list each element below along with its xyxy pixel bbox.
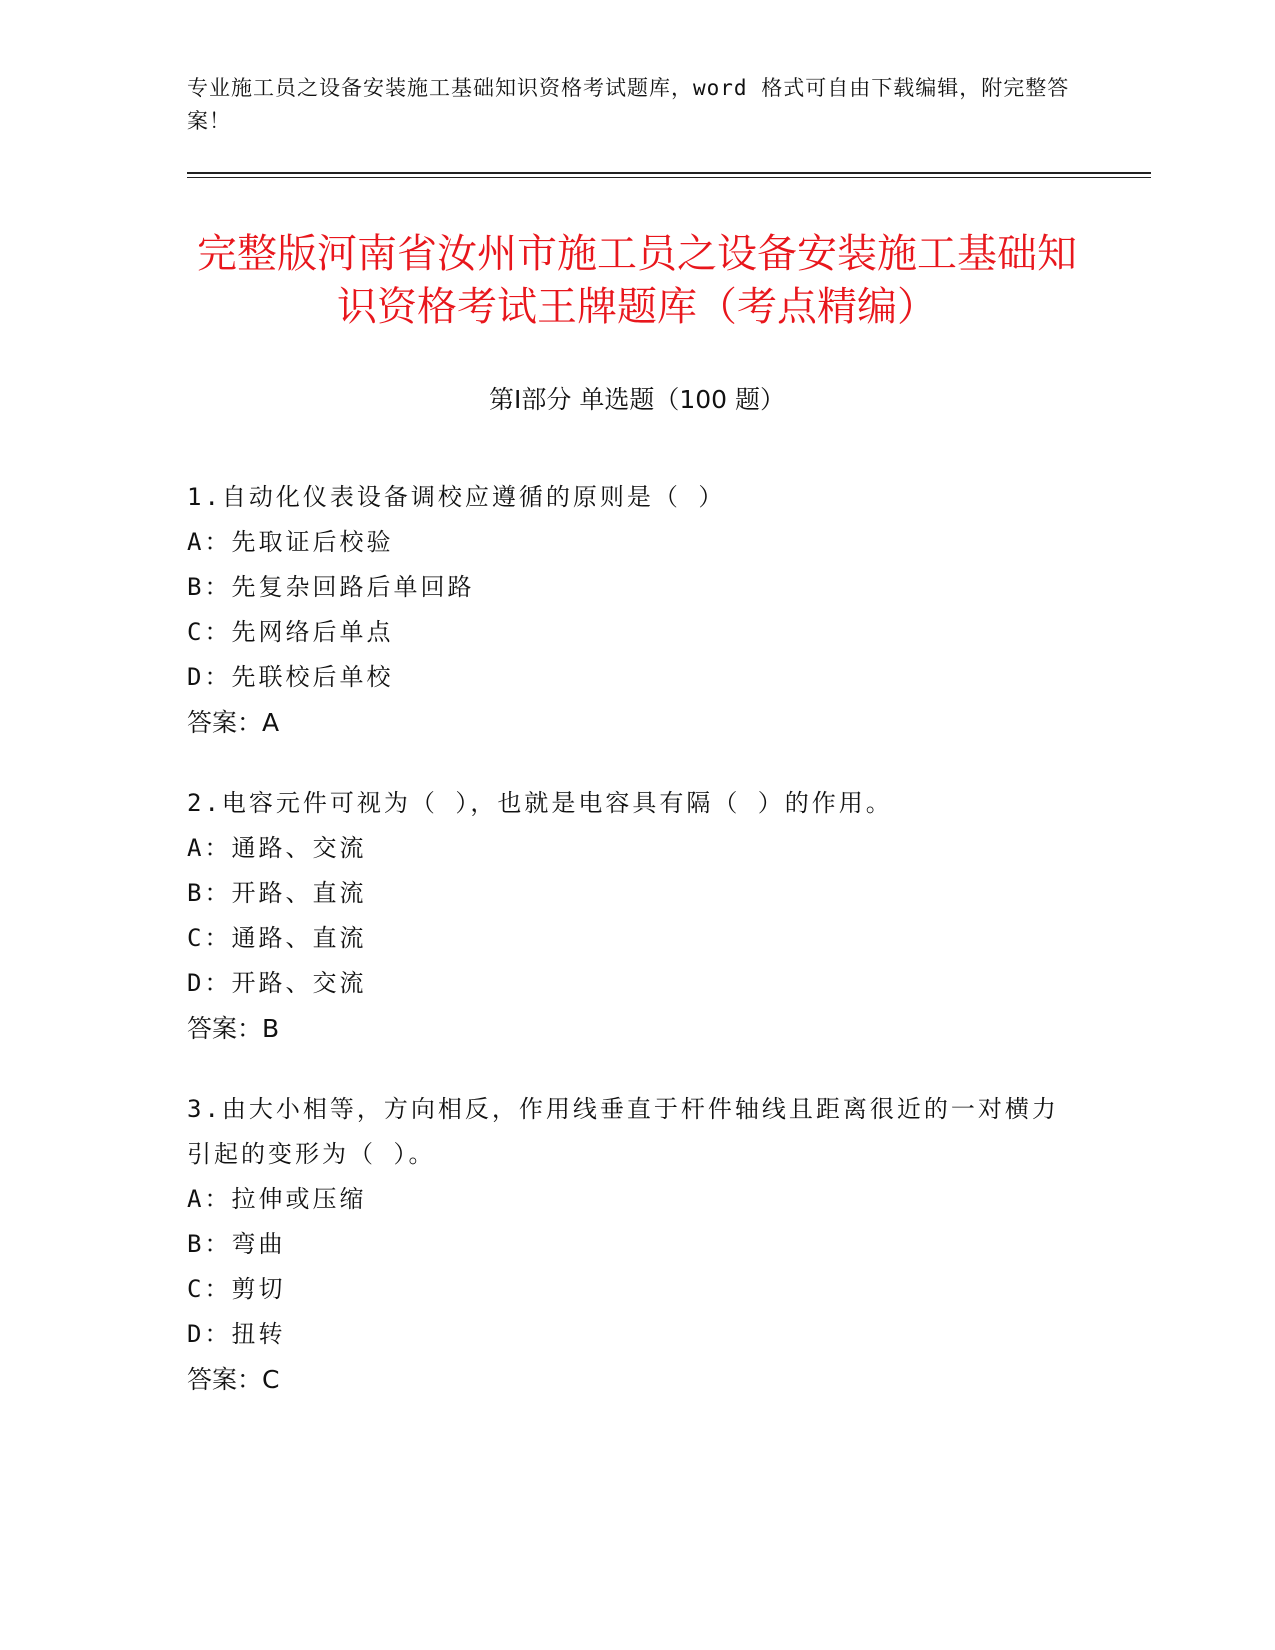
- option-b: B：先复杂回路后单回路: [187, 573, 475, 601]
- section-title: 第Ⅰ部分 单选题（100 题）: [489, 385, 785, 414]
- option-b: B：开路、直流: [187, 879, 367, 907]
- option-c: C：先网络后单点: [187, 618, 394, 646]
- header-note: 专业施工员之设备安装施工基础知识资格考试题库，word 格式可自由下载编辑，附完整答案！: [187, 76, 1070, 133]
- option-d: D：先联校后单校: [187, 663, 394, 691]
- option-a: A：先取证后校验: [187, 528, 394, 556]
- answer: 答案：B: [187, 1014, 280, 1043]
- document-title: 完整版河南省汝州市施工员之设备安装施工基础知识资格考试王牌题库（考点精编）: [197, 231, 1077, 330]
- question-1: [187, 475, 1067, 745]
- question-list: [187, 475, 1067, 1438]
- option-d: D：扭转: [187, 1320, 286, 1348]
- question-stem: 2.电容元件可视为（ ），也就是电容具有隔（ ）的作用。: [187, 789, 893, 817]
- question-2: [187, 781, 1067, 1051]
- header-divider-thick: [187, 172, 1151, 174]
- header-divider-thin: [187, 177, 1151, 178]
- option-a: A：拉伸或压缩: [187, 1185, 367, 1213]
- answer: 答案：C: [187, 1365, 280, 1394]
- question-3: [187, 1087, 1067, 1402]
- option-b: B：弯曲: [187, 1230, 286, 1258]
- option-c: C：剪切: [187, 1275, 286, 1303]
- option-c: C：通路、直流: [187, 924, 367, 952]
- answer: 答案：A: [187, 708, 280, 737]
- option-d: D：开路、交流: [187, 969, 367, 997]
- question-stem: 3.由大小相等，方向相反，作用线垂直于杆件轴线且距离很近的一对横力引起的变形为（ ）。: [187, 1095, 1059, 1168]
- question-stem: 1.自动化仪表设备调校应遵循的原则是（ ）: [187, 483, 726, 511]
- option-a: A：通路、交流: [187, 834, 367, 862]
